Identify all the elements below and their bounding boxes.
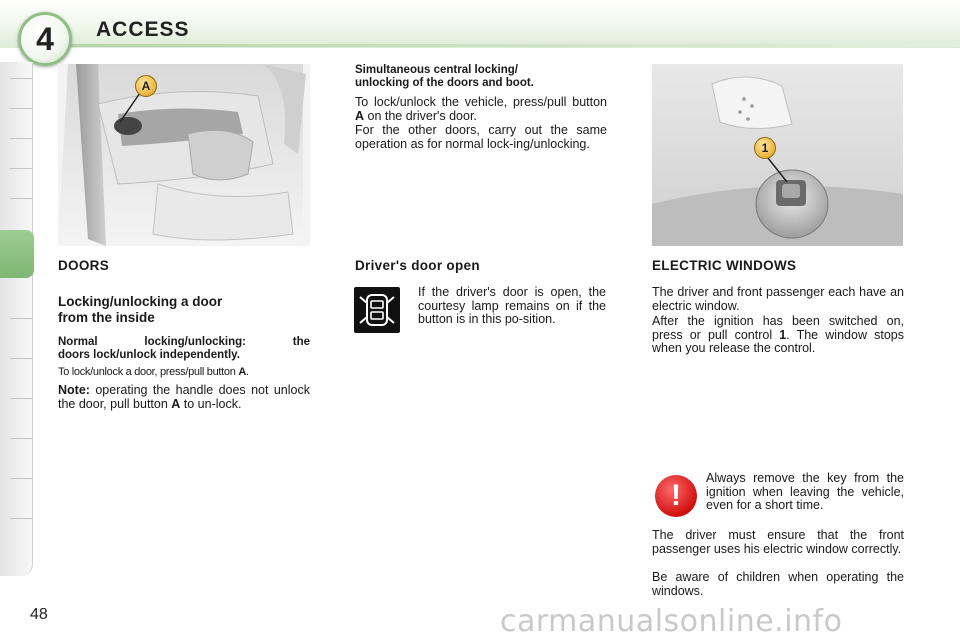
warning-text: Always remove the key from the ignition when leaving the vehicle, even for a short time. — [706, 471, 904, 512]
callout-1-window — [754, 137, 776, 159]
central-para-2: For the other doors, carry out the same operation as for normal lock-ing/unlocking. — [355, 123, 607, 151]
callout-label: 1 — [761, 141, 769, 155]
central-para-1 — [355, 96, 607, 123]
doors-section-title: DOORS — [58, 258, 110, 273]
tab-divider — [10, 108, 32, 109]
instruction-end: . — [245, 366, 249, 378]
tab-divider — [10, 168, 32, 169]
courtesy-lamp-icon — [354, 287, 400, 333]
callout-label: A — [141, 79, 151, 93]
tab-divider — [10, 438, 32, 439]
tab-divider — [10, 138, 32, 139]
button-ref: A — [171, 396, 181, 411]
warning-icon: ! — [655, 475, 697, 517]
door-open-symbol — [354, 287, 400, 333]
door-panel-drawing — [58, 64, 310, 246]
window-control-illustration — [652, 64, 903, 246]
door-instruction — [58, 366, 310, 379]
note-text: to un-lock. — [180, 396, 242, 411]
header-rule — [70, 44, 960, 47]
page-number: 48 — [30, 606, 48, 623]
warning-para-2: The driver must ensure that the front passenger uses his electric window correctly. — [652, 528, 904, 556]
tab-divider — [10, 398, 32, 399]
bold-line: Normal locking/unlocking: the — [58, 336, 310, 348]
note-paragraph — [58, 384, 310, 411]
chapter-tab-column — [0, 62, 33, 576]
central-locking-heading — [355, 64, 607, 90]
tab-divider — [10, 78, 32, 79]
note-label: Note: — [58, 383, 90, 397]
warning-para-3: Be aware of children when operating the windows. — [652, 570, 904, 598]
para-text: After the ignition has been switched on, press or pull control — [652, 314, 904, 342]
heading-line: Simultaneous central locking/ — [355, 64, 518, 76]
para-text: . The window stops when you release the control. — [652, 327, 904, 355]
bold-line: doors lock/unlock independently. — [58, 349, 240, 361]
control-ref: 1 — [779, 327, 787, 342]
tab-divider — [10, 518, 32, 519]
window-switch-drawing — [652, 64, 903, 246]
note-text: operating the handle does not unlock the door, pull button — [58, 383, 310, 411]
door-open-text: If the driver's door is open, the courtesy lamp remains on if the button is in this po-sition. — [418, 285, 606, 326]
callout-a-door — [135, 75, 157, 97]
active-chapter-tab — [0, 230, 34, 278]
subtitle-line: Locking/unlocking a door — [58, 294, 223, 309]
chapter-title: ACCESS — [96, 18, 190, 41]
heading-line: unlocking of the doors and boot. — [355, 77, 534, 89]
door-interior-illustration — [58, 64, 310, 246]
locking-subtitle — [58, 294, 308, 326]
subtitle-line: from the inside — [58, 310, 155, 325]
para-text: To lock/unlock the vehicle, press/pull button — [355, 95, 607, 109]
tab-divider — [10, 478, 32, 479]
tab-divider — [10, 318, 32, 319]
tab-divider — [10, 358, 32, 359]
windows-para-1: The driver and front passenger each have an electric window. — [652, 285, 904, 313]
windows-para-2 — [652, 315, 904, 356]
chapter-number-badge — [18, 12, 72, 66]
instruction-text: To lock/unlock a door, press/pull button — [58, 366, 239, 378]
button-ref: A — [238, 366, 246, 378]
button-ref: A — [355, 108, 365, 123]
electric-windows-title: ELECTRIC WINDOWS — [652, 258, 797, 273]
para-text: on the driver's door. — [364, 108, 477, 123]
door-open-title: Driver's door open — [355, 258, 480, 273]
watermark: carmanualsonline.info — [500, 604, 843, 639]
normal-locking-heading — [58, 336, 310, 362]
tab-divider — [10, 198, 32, 199]
chapter-number: 4 — [36, 20, 54, 57]
